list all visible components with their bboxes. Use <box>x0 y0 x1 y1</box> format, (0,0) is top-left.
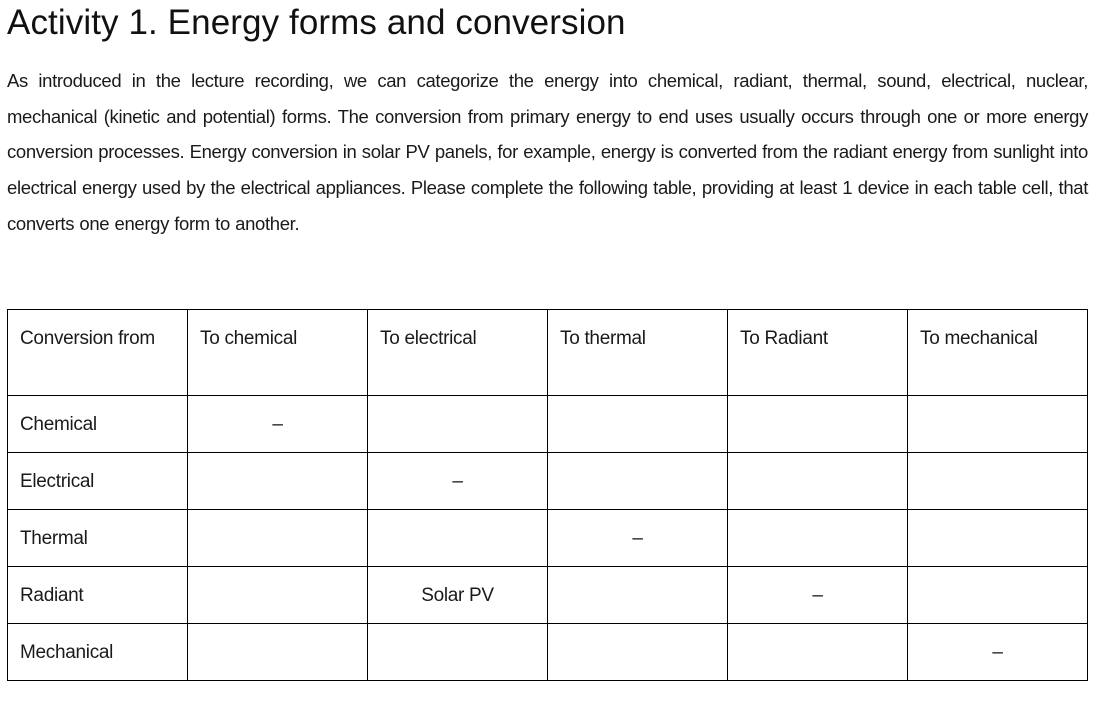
table-row-mechanical <box>8 624 1088 681</box>
cell-thermal-to-radiant[interactable] <box>728 510 908 567</box>
table-row-chemical <box>8 396 1088 453</box>
table-row-electrical <box>8 453 1088 510</box>
cell-radiant-to-chemical[interactable] <box>188 567 368 624</box>
cell-chemical-to-mechanical[interactable] <box>908 396 1088 453</box>
table-row-thermal <box>8 510 1088 567</box>
cell-electrical-to-radiant[interactable] <box>728 453 908 510</box>
header-cell-to-chemical: To chemical <box>188 310 368 396</box>
cell-electrical-to-chemical[interactable] <box>188 453 368 510</box>
cell-thermal-to-chemical[interactable] <box>188 510 368 567</box>
cell-thermal-to-mechanical[interactable] <box>908 510 1088 567</box>
row-label-electrical: Electrical <box>8 453 188 510</box>
cell-thermal-to-electrical[interactable] <box>368 510 548 567</box>
cell-mechanical-to-electrical[interactable] <box>368 624 548 681</box>
header-cell-to-mechanical: To mechanical <box>908 310 1088 396</box>
header-cell-to-electrical: To electrical <box>368 310 548 396</box>
cell-thermal-to-thermal: – <box>548 510 728 567</box>
cell-chemical-to-thermal[interactable] <box>548 396 728 453</box>
row-label-radiant: Radiant <box>8 567 188 624</box>
cell-mechanical-to-thermal[interactable] <box>548 624 728 681</box>
cell-electrical-to-electrical: – <box>368 453 548 510</box>
cell-radiant-to-thermal[interactable] <box>548 567 728 624</box>
header-cell-to-radiant: To Radiant <box>728 310 908 396</box>
cell-electrical-to-mechanical[interactable] <box>908 453 1088 510</box>
cell-radiant-to-radiant: – <box>728 567 908 624</box>
cell-chemical-to-chemical: – <box>188 396 368 453</box>
cell-radiant-to-electrical[interactable]: Solar PV <box>368 567 548 624</box>
intro-paragraph: As introduced in the lecture recording, we can categorize the energy into chemical, radiant, thermal, sound, electrical, nuclear, mechanical (kinetic and potential) forms. The conversion from primary energy to end uses usually occurs through one or more energy conversion processes. Energy conversion in solar PV panels, for example, energy is converted from the radiant energy from sunlight into electrical energy used by the electrical appliances. Please complete the following table, providing at least 1 device in each table cell, that converts one energy form to another. <box>7 70 1088 234</box>
cell-chemical-to-radiant[interactable] <box>728 396 908 453</box>
conversion-table <box>7 309 1088 681</box>
header-cell-conversion-from: Conversion from <box>8 310 188 396</box>
row-label-thermal: Thermal <box>8 510 188 567</box>
page-title: Activity 1. Energy forms and conversion <box>7 3 626 42</box>
cell-mechanical-to-radiant[interactable] <box>728 624 908 681</box>
cell-chemical-to-electrical[interactable] <box>368 396 548 453</box>
table-header-row <box>8 310 1088 396</box>
header-cell-to-thermal: To thermal <box>548 310 728 396</box>
cell-mechanical-to-chemical[interactable] <box>188 624 368 681</box>
cell-mechanical-to-mechanical: – <box>908 624 1088 681</box>
cell-radiant-to-mechanical[interactable] <box>908 567 1088 624</box>
table-row-radiant <box>8 567 1088 624</box>
row-label-mechanical: Mechanical <box>8 624 188 681</box>
cell-electrical-to-thermal[interactable] <box>548 453 728 510</box>
row-label-chemical: Chemical <box>8 396 188 453</box>
